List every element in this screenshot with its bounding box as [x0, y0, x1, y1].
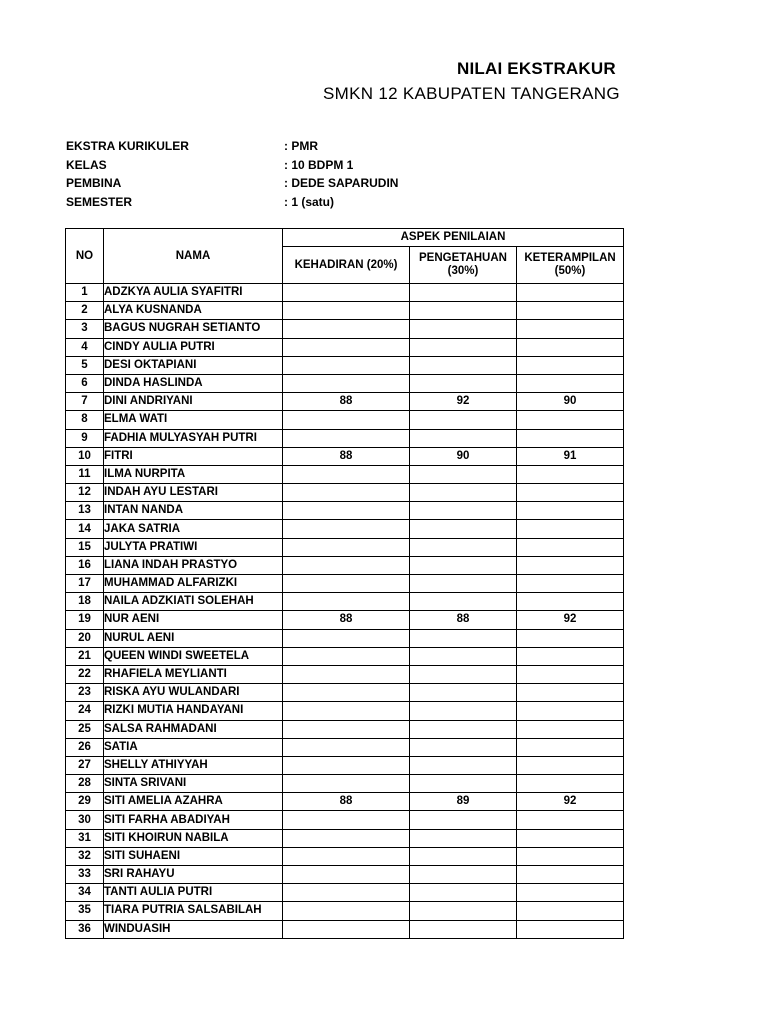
cell-pengetahuan: [410, 756, 517, 774]
cell-pengetahuan: [410, 811, 517, 829]
cell-pengetahuan: [410, 556, 517, 574]
cell-keterampilan: [517, 284, 624, 302]
table-row: [66, 593, 624, 611]
cell-no: 19: [66, 611, 104, 629]
cell-no: 33: [66, 866, 104, 884]
cell-keterampilan: [517, 866, 624, 884]
cell-keterampilan: 92: [517, 793, 624, 811]
info-label: KELAS: [66, 157, 107, 172]
cell-pengetahuan: 88: [410, 611, 517, 629]
cell-no: 11: [66, 465, 104, 483]
cell-kehadiran: [283, 575, 410, 593]
table-row: [66, 756, 624, 774]
cell-nama: SITI AMELIA AZAHRA: [104, 793, 283, 811]
cell-keterampilan: [517, 920, 624, 938]
cell-nama: LIANA INDAH PRASTYO: [104, 556, 283, 574]
cell-pengetahuan: [410, 629, 517, 647]
cell-nama: ILMA NURPITA: [104, 465, 283, 483]
cell-keterampilan: 90: [517, 393, 624, 411]
cell-pengetahuan: [410, 593, 517, 611]
cell-nama: SINTA SRIVANI: [104, 775, 283, 793]
cell-nama: FITRI: [104, 447, 283, 465]
table-row: [66, 465, 624, 483]
info-value: : 10 BDPM 1: [284, 157, 354, 172]
cell-nama: DINDA HASLINDA: [104, 374, 283, 392]
cell-keterampilan: [517, 411, 624, 429]
cell-pengetahuan: [410, 484, 517, 502]
table-row: [66, 356, 624, 374]
table-row: [66, 411, 624, 429]
table-row: [66, 920, 624, 938]
cell-kehadiran: [283, 920, 410, 938]
table-row: [66, 647, 624, 665]
cell-pengetahuan: [410, 866, 517, 884]
cell-nama: TIARA PUTRIA SALSABILAH: [104, 902, 283, 920]
cell-no: 27: [66, 756, 104, 774]
info-block: [66, 137, 466, 211]
table-row: [66, 793, 624, 811]
cell-no: 32: [66, 847, 104, 865]
cell-nama: RHAFIELA MEYLIANTI: [104, 665, 283, 683]
cell-kehadiran: 88: [283, 793, 410, 811]
document-title: NILAI EKSTRAKUR: [457, 59, 616, 78]
cell-nama: MUHAMMAD ALFARIZKI: [104, 575, 283, 593]
cell-nama: WINDUASIH: [104, 920, 283, 938]
cell-pengetahuan: [410, 538, 517, 556]
table-row: [66, 447, 624, 465]
cell-keterampilan: [517, 720, 624, 738]
cell-keterampilan: [517, 520, 624, 538]
cell-kehadiran: [283, 720, 410, 738]
cell-nama: BAGUS NUGRAH SETIANTO: [104, 320, 283, 338]
header-pengetahuan-line2: (30%): [447, 265, 479, 277]
cell-no: 29: [66, 793, 104, 811]
table-row: [66, 611, 624, 629]
info-value: : PMR: [284, 139, 318, 153]
table-row: [66, 284, 624, 302]
cell-nama: INTAN NANDA: [104, 502, 283, 520]
cell-no: 2: [66, 302, 104, 320]
cell-kehadiran: [283, 556, 410, 574]
table-row: [66, 702, 624, 720]
cell-no: 14: [66, 520, 104, 538]
cell-keterampilan: [517, 556, 624, 574]
cell-keterampilan: [517, 484, 624, 502]
cell-no: 30: [66, 811, 104, 829]
info-label: EKSTRA KURIKULER: [66, 139, 189, 153]
table-body: [66, 284, 624, 939]
cell-keterampilan: [517, 374, 624, 392]
cell-pengetahuan: [410, 429, 517, 447]
header-keterampilan-line2: (50%): [554, 265, 586, 277]
cell-nama: ADZKYA AULIA SYAFITRI: [104, 284, 283, 302]
info-value: : DEDE SAPARUDIN: [284, 176, 399, 190]
cell-kehadiran: [283, 829, 410, 847]
cell-pengetahuan: [410, 684, 517, 702]
cell-no: 31: [66, 829, 104, 847]
cell-keterampilan: [517, 502, 624, 520]
cell-kehadiran: [283, 629, 410, 647]
cell-kehadiran: [283, 884, 410, 902]
table-row: [66, 866, 624, 884]
cell-keterampilan: [517, 338, 624, 356]
cell-nama: ALYA KUSNANDA: [104, 302, 283, 320]
cell-kehadiran: [283, 847, 410, 865]
cell-nama: TANTI AULIA PUTRI: [104, 884, 283, 902]
cell-kehadiran: [283, 665, 410, 683]
cell-nama: ELMA WATI: [104, 411, 283, 429]
cell-nama: RISKA AYU WULANDARI: [104, 684, 283, 702]
cell-pengetahuan: [410, 738, 517, 756]
cell-kehadiran: [283, 756, 410, 774]
cell-pengetahuan: [410, 902, 517, 920]
cell-no: 24: [66, 702, 104, 720]
table-row: [66, 320, 624, 338]
cell-nama: INDAH AYU LESTARI: [104, 484, 283, 502]
cell-keterampilan: [517, 575, 624, 593]
header-aspek-penilaian: ASPEK PENILAIAN: [283, 229, 624, 247]
header-pengetahuan: [410, 247, 517, 284]
cell-kehadiran: [283, 356, 410, 374]
header-kehadiran: KEHADIRAN (20%): [283, 247, 410, 284]
cell-kehadiran: [283, 738, 410, 756]
cell-kehadiran: [283, 775, 410, 793]
cell-nama: NURUL AENI: [104, 629, 283, 647]
cell-keterampilan: [517, 847, 624, 865]
cell-kehadiran: [283, 320, 410, 338]
cell-pengetahuan: 89: [410, 793, 517, 811]
cell-pengetahuan: [410, 320, 517, 338]
table-row: [66, 374, 624, 392]
cell-no: 18: [66, 593, 104, 611]
cell-no: 16: [66, 556, 104, 574]
cell-kehadiran: [283, 284, 410, 302]
cell-nama: JULYTA PRATIWI: [104, 538, 283, 556]
cell-keterampilan: [517, 593, 624, 611]
table-row: [66, 775, 624, 793]
cell-nama: CINDY AULIA PUTRI: [104, 338, 283, 356]
cell-nama: SRI RAHAYU: [104, 866, 283, 884]
cell-kehadiran: [283, 502, 410, 520]
table-row: [66, 811, 624, 829]
cell-pengetahuan: [410, 356, 517, 374]
cell-no: 23: [66, 684, 104, 702]
cell-pengetahuan: [410, 338, 517, 356]
cell-kehadiran: 88: [283, 447, 410, 465]
cell-kehadiran: [283, 374, 410, 392]
cell-keterampilan: [517, 429, 624, 447]
cell-pengetahuan: [410, 374, 517, 392]
cell-kehadiran: [283, 593, 410, 611]
cell-pengetahuan: [410, 884, 517, 902]
cell-no: 17: [66, 575, 104, 593]
cell-pengetahuan: 90: [410, 447, 517, 465]
cell-pengetahuan: [410, 502, 517, 520]
header-no: NO: [66, 229, 104, 284]
cell-kehadiran: [283, 484, 410, 502]
info-row-semester: [66, 193, 466, 212]
cell-keterampilan: [517, 902, 624, 920]
cell-no: 9: [66, 429, 104, 447]
cell-no: 7: [66, 393, 104, 411]
table-row: [66, 393, 624, 411]
cell-no: 8: [66, 411, 104, 429]
info-label: PEMBINA: [66, 176, 122, 190]
table-row: [66, 484, 624, 502]
cell-kehadiran: [283, 302, 410, 320]
cell-keterampilan: [517, 320, 624, 338]
table-row: [66, 520, 624, 538]
info-row-ekstrakurikuler: [66, 137, 466, 156]
cell-no: 3: [66, 320, 104, 338]
cell-nama: DINI ANDRIYANI: [104, 393, 283, 411]
cell-pengetahuan: [410, 665, 517, 683]
cell-keterampilan: [517, 756, 624, 774]
cell-pengetahuan: [410, 411, 517, 429]
cell-pengetahuan: [410, 302, 517, 320]
cell-nama: SATIA: [104, 738, 283, 756]
table-row: [66, 429, 624, 447]
cell-keterampilan: [517, 538, 624, 556]
cell-kehadiran: [283, 411, 410, 429]
info-label: SEMESTER: [66, 194, 133, 209]
cell-keterampilan: 91: [517, 447, 624, 465]
cell-keterampilan: [517, 702, 624, 720]
cell-kehadiran: [283, 520, 410, 538]
cell-no: 20: [66, 629, 104, 647]
grades-table: [65, 228, 624, 939]
cell-keterampilan: [517, 356, 624, 374]
cell-pengetahuan: 92: [410, 393, 517, 411]
info-value: : 1 (satu): [284, 194, 335, 209]
cell-pengetahuan: [410, 465, 517, 483]
cell-kehadiran: [283, 647, 410, 665]
table-row: [66, 738, 624, 756]
header-keterampilan: [517, 247, 624, 284]
cell-no: 13: [66, 502, 104, 520]
cell-nama: SITI KHOIRUN NABILA: [104, 829, 283, 847]
cell-pengetahuan: [410, 702, 517, 720]
cell-keterampilan: [517, 684, 624, 702]
cell-no: 35: [66, 902, 104, 920]
cell-kehadiran: 88: [283, 393, 410, 411]
cell-keterampilan: [517, 465, 624, 483]
cell-nama: SITI SUHAENI: [104, 847, 283, 865]
cell-nama: DESI OKTAPIANI: [104, 356, 283, 374]
cell-nama: QUEEN WINDI SWEETELA: [104, 647, 283, 665]
cell-nama: RIZKI MUTIA HANDAYANI: [104, 702, 283, 720]
table-row: [66, 502, 624, 520]
cell-no: 26: [66, 738, 104, 756]
table-row: [66, 884, 624, 902]
cell-kehadiran: [283, 684, 410, 702]
cell-no: 6: [66, 374, 104, 392]
table-row: [66, 538, 624, 556]
cell-keterampilan: 92: [517, 611, 624, 629]
cell-keterampilan: [517, 302, 624, 320]
cell-no: 5: [66, 356, 104, 374]
cell-keterampilan: [517, 775, 624, 793]
header-keterampilan-line1: KETERAMPILAN: [524, 252, 616, 264]
cell-kehadiran: [283, 429, 410, 447]
table-row: [66, 575, 624, 593]
cell-no: 21: [66, 647, 104, 665]
info-row-kelas: [66, 156, 466, 175]
cell-kehadiran: [283, 538, 410, 556]
cell-no: 15: [66, 538, 104, 556]
cell-kehadiran: [283, 702, 410, 720]
cell-pengetahuan: [410, 575, 517, 593]
table-row: [66, 847, 624, 865]
cell-no: 22: [66, 665, 104, 683]
cell-no: 1: [66, 284, 104, 302]
table-row: [66, 684, 624, 702]
cell-kehadiran: [283, 465, 410, 483]
table-row: [66, 629, 624, 647]
cell-pengetahuan: [410, 647, 517, 665]
cell-nama: JAKA SATRIA: [104, 520, 283, 538]
cell-keterampilan: [517, 629, 624, 647]
table-row: [66, 720, 624, 738]
cell-no: 25: [66, 720, 104, 738]
header-pengetahuan-line1: PENGETAHUAN: [419, 252, 507, 264]
school-name: SMKN 12 KABUPATEN TANGERANG: [323, 84, 620, 103]
cell-nama: SHELLY ATHIYYAH: [104, 756, 283, 774]
cell-no: 28: [66, 775, 104, 793]
cell-nama: SALSA RAHMADANI: [104, 720, 283, 738]
header-nama: NAMA: [104, 229, 283, 284]
cell-pengetahuan: [410, 720, 517, 738]
table-row: [66, 302, 624, 320]
cell-no: 36: [66, 920, 104, 938]
table-row: [66, 338, 624, 356]
cell-kehadiran: [283, 902, 410, 920]
cell-keterampilan: [517, 811, 624, 829]
cell-keterampilan: [517, 665, 624, 683]
cell-keterampilan: [517, 829, 624, 847]
cell-pengetahuan: [410, 829, 517, 847]
info-row-pembina: [66, 174, 466, 193]
cell-keterampilan: [517, 884, 624, 902]
cell-kehadiran: [283, 811, 410, 829]
table-row: [66, 829, 624, 847]
cell-pengetahuan: [410, 520, 517, 538]
cell-no: 4: [66, 338, 104, 356]
cell-nama: NUR AENI: [104, 611, 283, 629]
cell-kehadiran: [283, 866, 410, 884]
cell-pengetahuan: [410, 284, 517, 302]
table-row: [66, 665, 624, 683]
cell-nama: FADHIA MULYASYAH PUTRI: [104, 429, 283, 447]
cell-kehadiran: 88: [283, 611, 410, 629]
cell-keterampilan: [517, 738, 624, 756]
cell-pengetahuan: [410, 775, 517, 793]
cell-pengetahuan: [410, 920, 517, 938]
table-row: [66, 902, 624, 920]
table-header: [66, 229, 624, 284]
cell-nama: NAILA ADZKIATI SOLEHAH: [104, 593, 283, 611]
cell-no: 34: [66, 884, 104, 902]
table-row: [66, 556, 624, 574]
cell-pengetahuan: [410, 847, 517, 865]
cell-nama: SITI FARHA ABADIYAH: [104, 811, 283, 829]
cell-kehadiran: [283, 338, 410, 356]
cell-keterampilan: [517, 647, 624, 665]
cell-no: 12: [66, 484, 104, 502]
cell-no: 10: [66, 447, 104, 465]
